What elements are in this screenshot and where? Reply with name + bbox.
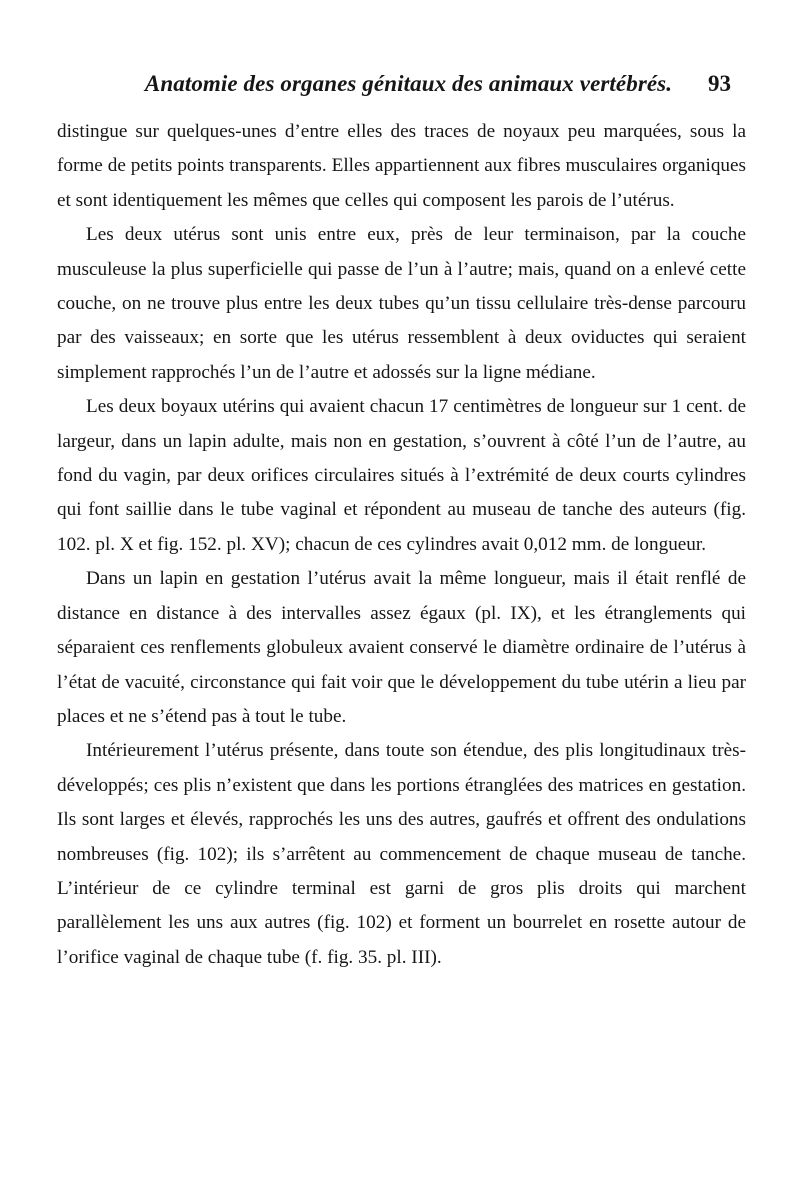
paragraph-4: Dans un lapin en gestation l’utérus avait la même longueur, mais il était renflé de distance en distance à des intervalles assez égaux (pl. IX), et les étranglements qui séparaient ces renflements globuleux avaient conservé le diamètre ordinaire de l’utérus à l’état de vacuité, circonstance qui fait voir que le développement du tube utérin a lieu par places et ne s’étend pas à tout le tube.: [57, 568, 746, 727]
paragraph-3: Les deux boyaux utérins qui avaient chacun 17 centimètres de longueur sur 1 cent. de largeur, dans un lapin adulte, mais non en gestation, s’ouvrent à côté l’un de l’autre, au fond du vagin, par deux orifices circulaires situés à l’extrémité de deux courts cylindres qui font saillie dans le tube vaginal et répondent au museau de tanche des auteurs (fig. 102. pl. X et fig. 152. pl. XV); chacun de ces cylindres avait 0,012 mm. de longueur.: [57, 396, 746, 555]
body-text: [57, 115, 746, 975]
paragraph-2: Les deux utérus sont unis entre eux, près de leur terminaison, par la couche musculeuse la plus superficielle qui passe de l’un à l’autre; mais, quand on a enlevé cette couche, on ne trouve plus entre les deux tubes qu’un tissu cellulaire très-dense parcouru par des vaisseaux; en sorte que les utérus ressemblent à deux oviductes qui seraient simplement rapprochés l’un de l’autre et adossés sur la ligne médiane.: [57, 224, 746, 383]
page-number: 93: [708, 71, 731, 96]
paragraph-5: Intérieurement l’utérus présente, dans toute son étendue, des plis longitudinaux très-développés; ces plis n’existent que dans les portions étranglées des matrices en gestation. Ils sont larges et élevés, rapprochés les uns des autres, gaufrés et offrent des ondulations nombreuses (fig. 102); ils s’arrêtent au commencement de chaque museau de tanche. L’intérieur de ce cylindre terminal est garni de gros plis droits qui marchent parallèlement les uns aux autres (fig. 102) et forment un bourrelet en rosette autour de l’orifice vaginal de chaque tube (f. fig. 35. pl. III).: [57, 740, 746, 968]
running-head: [86, 71, 731, 107]
paragraph-1: distingue sur quelques-unes d’entre elles des traces de noyaux peu marquées, sous la forme de petits points transparents. Elles appartiennent aux fibres musculaires organiques et sont identiquement les mêmes que celles qui composent les parois de l’utérus.: [57, 121, 746, 211]
running-title: Anatomie des organes génitaux des animaux vertébrés.: [144, 71, 673, 96]
